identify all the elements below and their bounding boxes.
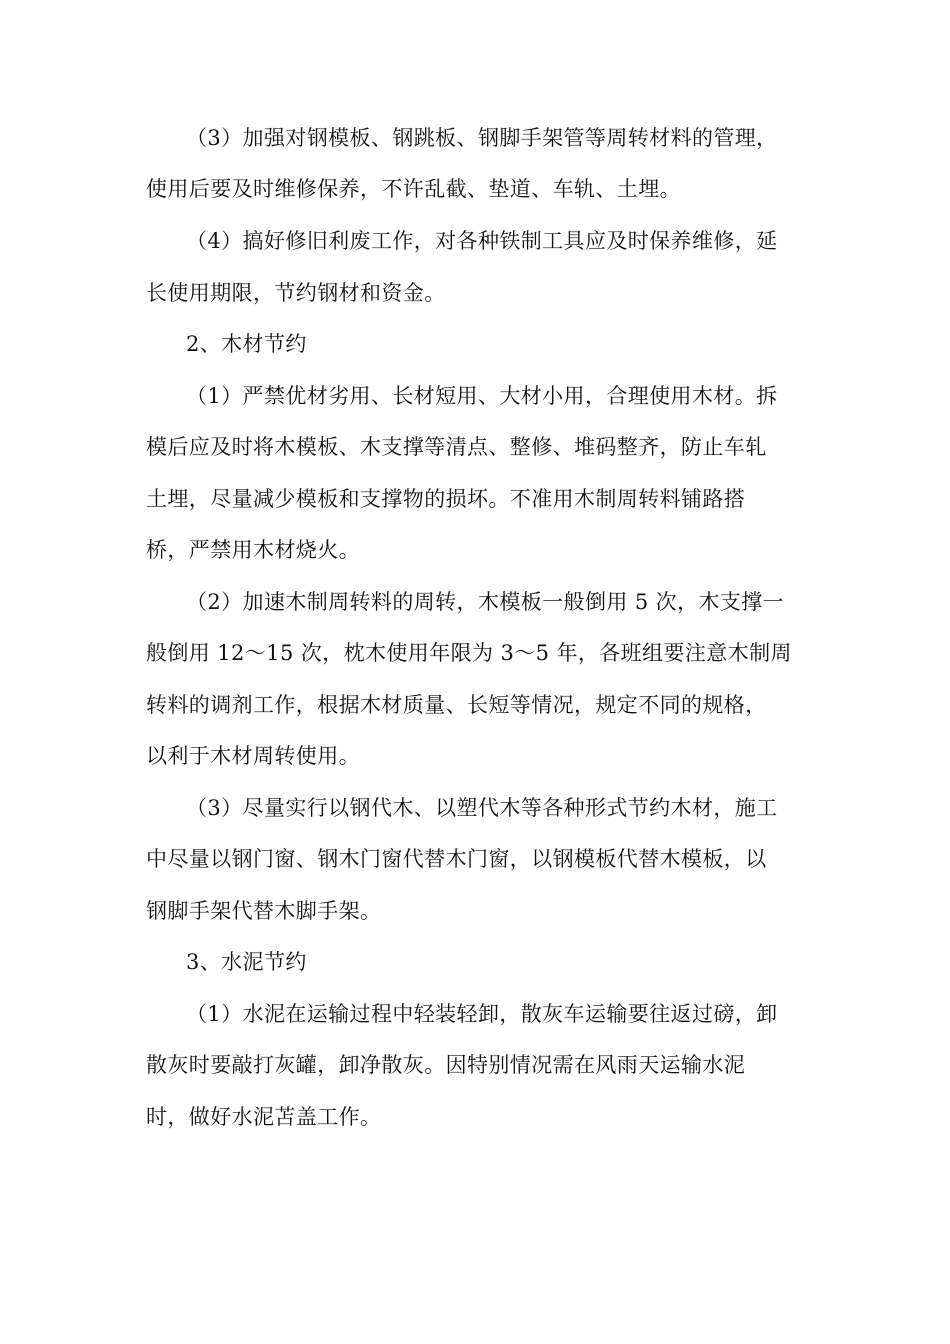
- section-heading-wood: 2、木材节约: [186, 332, 307, 356]
- paragraph-4-line-2: 长使用期限，节约钢材和资金。: [146, 281, 446, 305]
- wood-paragraph-2-line-3: 转料的调剂工作，根据木材质量、长短等情况，规定不同的规格，: [146, 693, 767, 717]
- section-heading-cement: 3、水泥节约: [186, 950, 307, 974]
- wood-paragraph-2-line-1: （2）加速木制周转料的周转，木模板一般倒用 5 次，木支撑一: [186, 590, 785, 614]
- cement-paragraph-1-line-2: 散灰时要敲打灰罐，卸净散灰。因特别情况需在风雨天运输水泥: [146, 1053, 746, 1077]
- paragraph-4-line-1: （4）搞好修旧利废工作，对各种铁制工具应及时保养维修，延: [186, 229, 778, 253]
- wood-paragraph-1-line-3: 土埋，尽量减少模板和支撑物的损坏。不准用木制周转料铺路搭: [146, 487, 746, 511]
- wood-paragraph-2-line-2: 般倒用 12～15 次，枕木使用年限为 3～5 年，各班组要注意木制周: [146, 641, 792, 665]
- wood-paragraph-3-line-3: 钢脚手架代替木脚手架。: [146, 899, 382, 923]
- paragraph-3-line-1: （3）加强对钢模板、钢跳板、钢脚手架管等周转材料的管理，: [186, 126, 778, 150]
- cement-paragraph-1-line-3: 时，做好水泥苫盖工作。: [146, 1105, 382, 1129]
- wood-paragraph-2-line-4: 以利于木材周转使用。: [146, 744, 360, 768]
- paragraph-3-line-2: 使用后要及时维修保养，不许乱截、垫道、车轨、土埋。: [146, 177, 681, 201]
- wood-paragraph-1-line-4: 桥，严禁用木材烧火。: [146, 538, 360, 562]
- wood-paragraph-1-line-2: 模后应及时将木模板、木支撑等清点、整修、堆码整齐，防止车轧: [146, 435, 767, 459]
- wood-paragraph-1-line-1: （1）严禁优材劣用、长材短用、大材小用，合理使用木材。拆: [186, 384, 778, 408]
- wood-paragraph-3-line-1: （3）尽量实行以钢代木、以塑代木等各种形式节约木材，施工: [186, 796, 778, 820]
- wood-paragraph-3-line-2: 中尽量以钢门窗、钢木门窗代替木门窗，以钢模板代替木模板，以: [146, 847, 767, 871]
- cement-paragraph-1-line-1: （1）水泥在运输过程中轻装轻卸，散灰车运输要往返过磅，卸: [186, 1002, 778, 1026]
